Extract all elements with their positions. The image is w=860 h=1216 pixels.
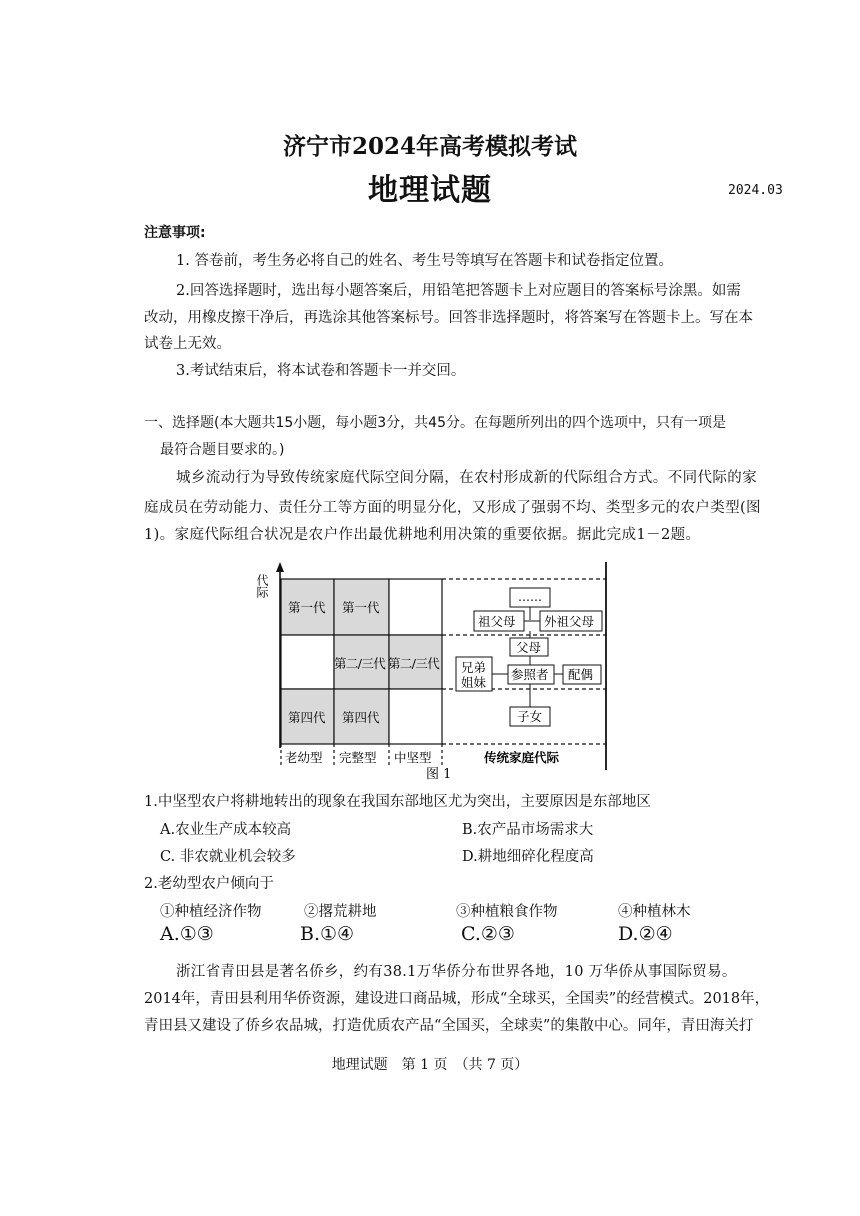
passage-line: 浙江省青田县是著名侨乡，约有38.1万华侨分布世界各地，10 万华侨从事国际贸易。 [176, 964, 737, 980]
page-footer: 地理试题 第 1 页 （共 7 页） [331, 1057, 529, 1073]
tree-label: 兄弟 [461, 660, 487, 675]
intro-line: 1)。家庭代际组合状况是农户作出最优耕地利用决策的重要依据。据此完成1－2题。 [144, 527, 701, 543]
cell-label: 第四代 [288, 710, 326, 725]
option-b: B.①④ [300, 923, 355, 945]
option-b: B.农产品市场需求大 [462, 822, 594, 838]
intro-line: 城乡流动行为导致传统家庭代际空间分隔，在农村形成新的代际组合方式。不同代际的家 [176, 470, 758, 486]
exam-title: 济宁市2024年高考模拟考试 [282, 133, 577, 160]
notice-item: 1. 答卷前，考生务必将自己的姓名、考生号等填写在答题卡和试卷指定位置。 [176, 253, 673, 269]
tree-label: 父母 [516, 640, 542, 655]
option-a: A.农业生产成本较高 [160, 822, 292, 838]
cell-c3r3 [389, 689, 442, 744]
option-d: D.耕地细碎化程度高 [462, 849, 594, 865]
tree-label: …… [518, 590, 542, 604]
cell-label: 第二/三代 [388, 656, 440, 671]
figure-caption: 图 1 [426, 767, 452, 782]
section-heading-cont: 最符合题目要求的。) [160, 442, 285, 458]
cell-label: 第四代 [342, 710, 380, 725]
choice-item: ①种植经济作物 [160, 904, 262, 920]
tree-label: 外祖父母 [544, 614, 595, 629]
tree-label: 参照者 [511, 667, 549, 682]
axis-arrow-icon [276, 562, 284, 572]
section-heading: 一、选择题(本大题共15小题，每小题3分，共45分。在每题所列出的四个选项中，只有一项是 [144, 415, 726, 431]
subject-title: 地理试题 [368, 173, 492, 208]
choice-item: ④种植林木 [618, 904, 691, 920]
cell-label: 第二/三代 [334, 656, 386, 671]
passage-line: 2014年，青田县利用华侨资源，建设进口商品城，形成“全球买，全国卖”的经营模式。2018年， [144, 991, 770, 1007]
tree-label: 姐妹 [461, 675, 487, 690]
type-label: 完整型 [339, 750, 377, 765]
notice-item: 改动，用橡皮擦干净后，再选涂其他答案标号。回答非选择题时，将答案写在答题卡上。写在本 [144, 310, 753, 326]
option-d: D.②④ [618, 923, 673, 945]
option-a: A.①③ [160, 923, 214, 945]
tree-label: 子女 [517, 709, 543, 724]
notice-item: 3.考试结束后，将本试卷和答题卡一并交回。 [176, 363, 466, 379]
question-1-stem: 1.中坚型农户将耕地转出的现象在我国东部地区尤为突出，主要原因是东部地区 [144, 794, 651, 810]
notice-item: 2.回答选择题时，选出每小题答案后，用铅笔把答题卡上对应题目的答案标号涂黑。如需 [176, 283, 741, 299]
option-c: C. 非农就业机会较多 [160, 849, 296, 865]
intro-line: 庭成员在劳动能力、责任分工等方面的明显分化，又形成了强弱不均、类型多元的农户类型(图 [144, 500, 761, 516]
type-label: 老幼型 [285, 750, 323, 765]
type-label: 中坚型 [394, 750, 432, 765]
household-type-figure [255, 562, 618, 784]
notice-heading: 注意事项: [144, 225, 206, 241]
axis-label: 代际 [255, 574, 269, 598]
cell-label: 第一代 [342, 600, 380, 615]
option-c: C.②③ [461, 923, 515, 945]
tree-label: 配偶 [568, 667, 594, 682]
cell-c1r2 [281, 635, 334, 689]
passage-line: 青田县又建设了侨乡农品城，打造优质农产品“全国买，全球卖”的集散中心。同年，青田海关打 [144, 1018, 754, 1034]
choice-item: ②撂荒耕地 [304, 904, 377, 920]
type-label: 传统家庭代际 [484, 750, 560, 765]
cell-label: 第一代 [288, 600, 326, 615]
exam-date: 2024.03 [728, 183, 783, 198]
tree-label: 祖父母 [478, 614, 516, 629]
question-2-stem: 2.老幼型农户倾向于 [144, 876, 274, 892]
cell-c3r1 [389, 579, 442, 635]
notice-item: 试卷上无效。 [144, 336, 231, 352]
choice-item: ③种植粮食作物 [456, 904, 558, 920]
